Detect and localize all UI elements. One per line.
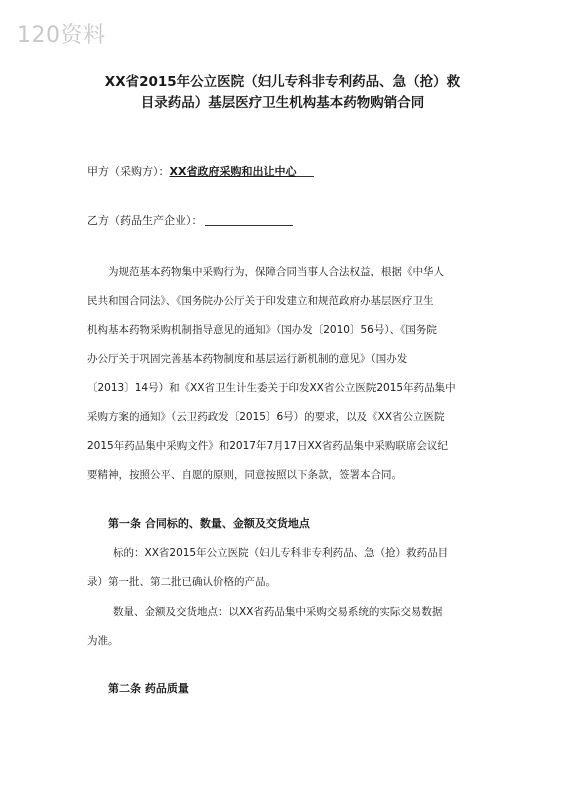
party-b <box>87 212 293 228</box>
preamble-line: 办公厅关于巩固完善基本药物制度和基层运行新机制的意见》（国办发 <box>87 353 408 365</box>
article-2-heading: 第二条 药品质量 <box>108 682 189 695</box>
preamble-line: 要精神，按照公平、自愿的原则，同意按照以下条款，签署本合同。 <box>87 469 402 481</box>
article-1-line: 标的：XX省2015年公立医院（妇儿专科非专利药品、急（抢）救药品目 <box>113 547 449 559</box>
preamble-line: 为规范基本药物集中采购行为，保障合同当事人合法权益，根据《中华人 <box>108 266 444 278</box>
article-1-heading: 第一条 合同标的、数量、金额及交货地点 <box>108 517 310 530</box>
party-a-underline <box>296 165 314 177</box>
document-title <box>60 72 505 114</box>
party-a-label: 甲方（采购方）： <box>87 165 170 178</box>
article-1-line: 录）第一批、第二批已确认价格的产品。 <box>87 576 276 588</box>
preamble-line: 〔2013〕14号）和《XX省卫生计生委关于印发XX省公立医院2015年药品集中 <box>87 382 456 394</box>
title-line-2: 目录药品）基层医疗卫生机构基本药物购销合同 <box>140 95 425 111</box>
watermark: 120资料 <box>17 23 106 48</box>
party-b-label: 乙方（药品生产企业）： <box>87 214 203 227</box>
article-1-line: 为准。 <box>87 635 119 647</box>
preamble-line: 2015年药品集中采购文件》和2017年7月17日XX省药品集中采购联席会议纪 <box>87 440 448 452</box>
party-a <box>87 163 314 179</box>
title-line-1: XX省2015年公立医院（妇儿专科非专利药品、急（抢）救 <box>104 74 461 90</box>
preamble-line: 采购方案的通知》（云卫药政发〔2015〕6号）的要求，以及《XX省公立医院 <box>87 411 445 423</box>
preamble-line: 机构基本药物采购机制指导意见的通知》（国办发〔2010〕56号）、《国务院 <box>87 324 437 336</box>
article-1-line: 数量、金额及交货地点：以XX省药品集中采购交易系统的实际交易数据 <box>113 606 443 618</box>
preamble-line: 民共和国合同法》、《国务院办公厅关于印发建立和规范政府办基层医疗卫生 <box>87 295 434 307</box>
party-a-value: XX省政府采购和出让中心 <box>169 165 297 178</box>
party-b-blank <box>205 214 293 226</box>
